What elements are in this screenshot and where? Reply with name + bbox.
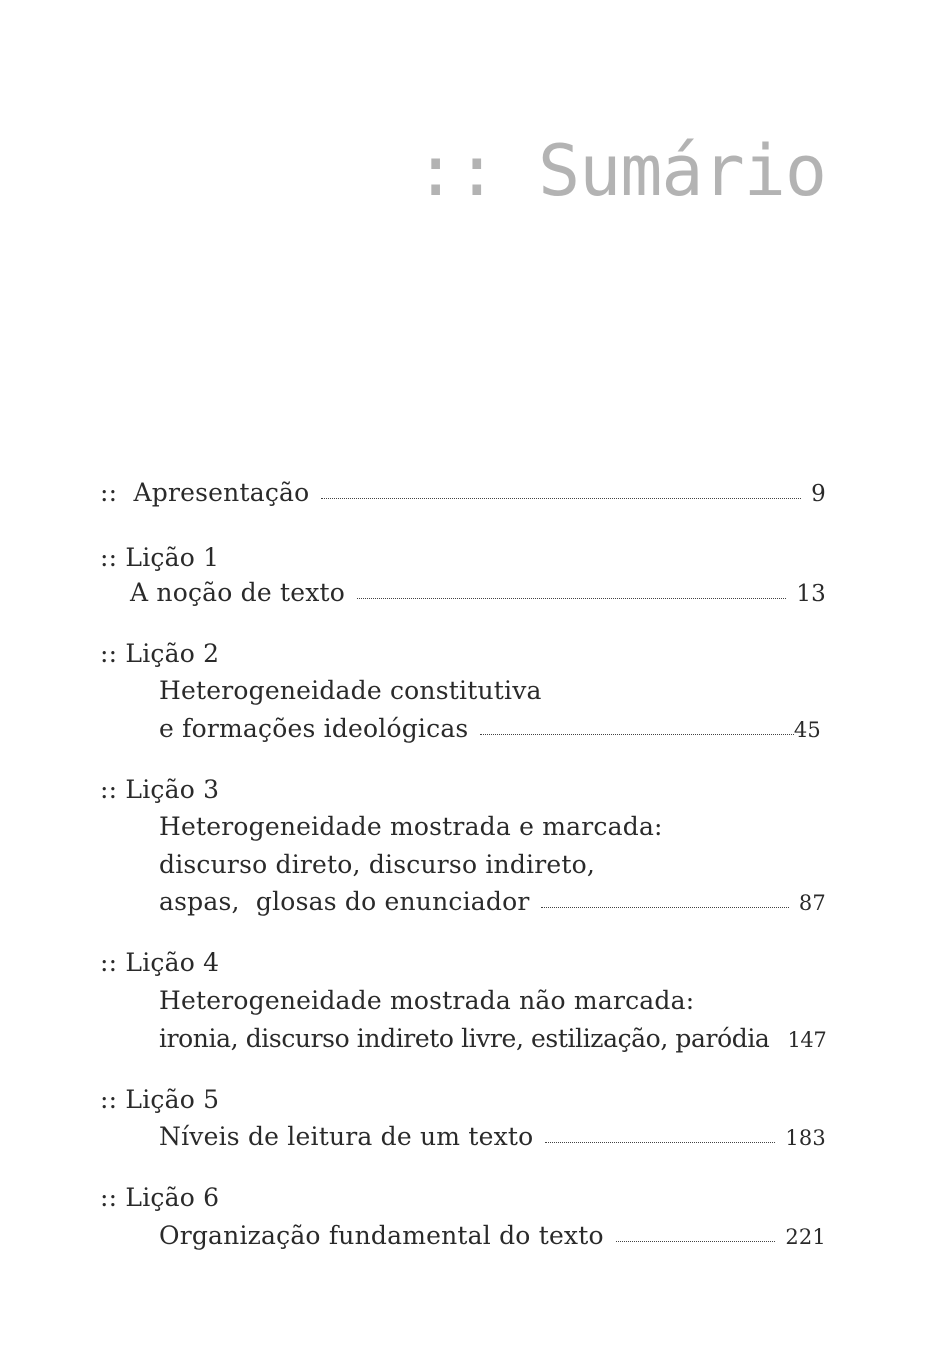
page-number: 45 [793, 718, 821, 742]
toc-entry-label: Apresentação [133, 478, 310, 507]
lesson-heading: :: Lição 6 [100, 1183, 220, 1212]
toc-entry-licao-3[interactable] [159, 885, 826, 919]
toc-entry-label: Níveis de leitura de um texto [159, 1122, 534, 1151]
lesson-heading: :: Lição 2 [100, 639, 220, 668]
dot-leader [321, 497, 801, 499]
toc-entry-line: Heterogeneidade mostrada e marcada: [159, 812, 663, 841]
toc-entry-licao-6[interactable] [159, 1219, 826, 1253]
dot-leader [545, 1141, 775, 1143]
toc-entry-line: discurso direto, discurso indireto, [159, 850, 596, 879]
page-number: 147 [787, 1028, 827, 1052]
page-number: 87 [798, 891, 826, 915]
toc-entry-label: e formações ideológicas [159, 714, 469, 743]
toc-entry-label: Organização fundamental do texto [159, 1221, 604, 1250]
toc-entry-line: Heterogeneidade constitutiva [159, 676, 542, 705]
toc-prefix: :: [100, 478, 118, 507]
toc-entry-label: aspas, glosas do enunciador [159, 887, 530, 916]
toc-entry-label: A noção de texto [130, 578, 346, 607]
page-number: 13 [796, 581, 826, 607]
dot-leader [541, 906, 788, 908]
toc-entry-licao-4[interactable] [159, 1022, 826, 1056]
lesson-heading: :: Lição 5 [100, 1085, 220, 1114]
lesson-heading: :: Lição 4 [100, 948, 220, 977]
toc-entry-licao-1[interactable] [130, 576, 826, 610]
page-number: 9 [811, 481, 826, 507]
dot-leader [357, 597, 786, 599]
page-number: 221 [785, 1225, 826, 1249]
page-number: 183 [785, 1126, 826, 1150]
toc-entry-apresentacao[interactable] [100, 476, 826, 510]
dot-leader [480, 733, 793, 735]
page-title: :: Sumário [414, 130, 826, 212]
dot-leader [616, 1240, 776, 1242]
toc-entry-licao-5[interactable] [159, 1120, 826, 1154]
lesson-heading: :: Lição 3 [100, 775, 220, 804]
toc-entry-licao-2[interactable] [159, 712, 821, 746]
toc-entry-label: ironia, discurso indireto livre, estilização, paródia [159, 1024, 770, 1053]
lesson-heading: :: Lição 1 [100, 543, 220, 572]
toc-entry-line: Heterogeneidade mostrada não marcada: [159, 986, 695, 1015]
